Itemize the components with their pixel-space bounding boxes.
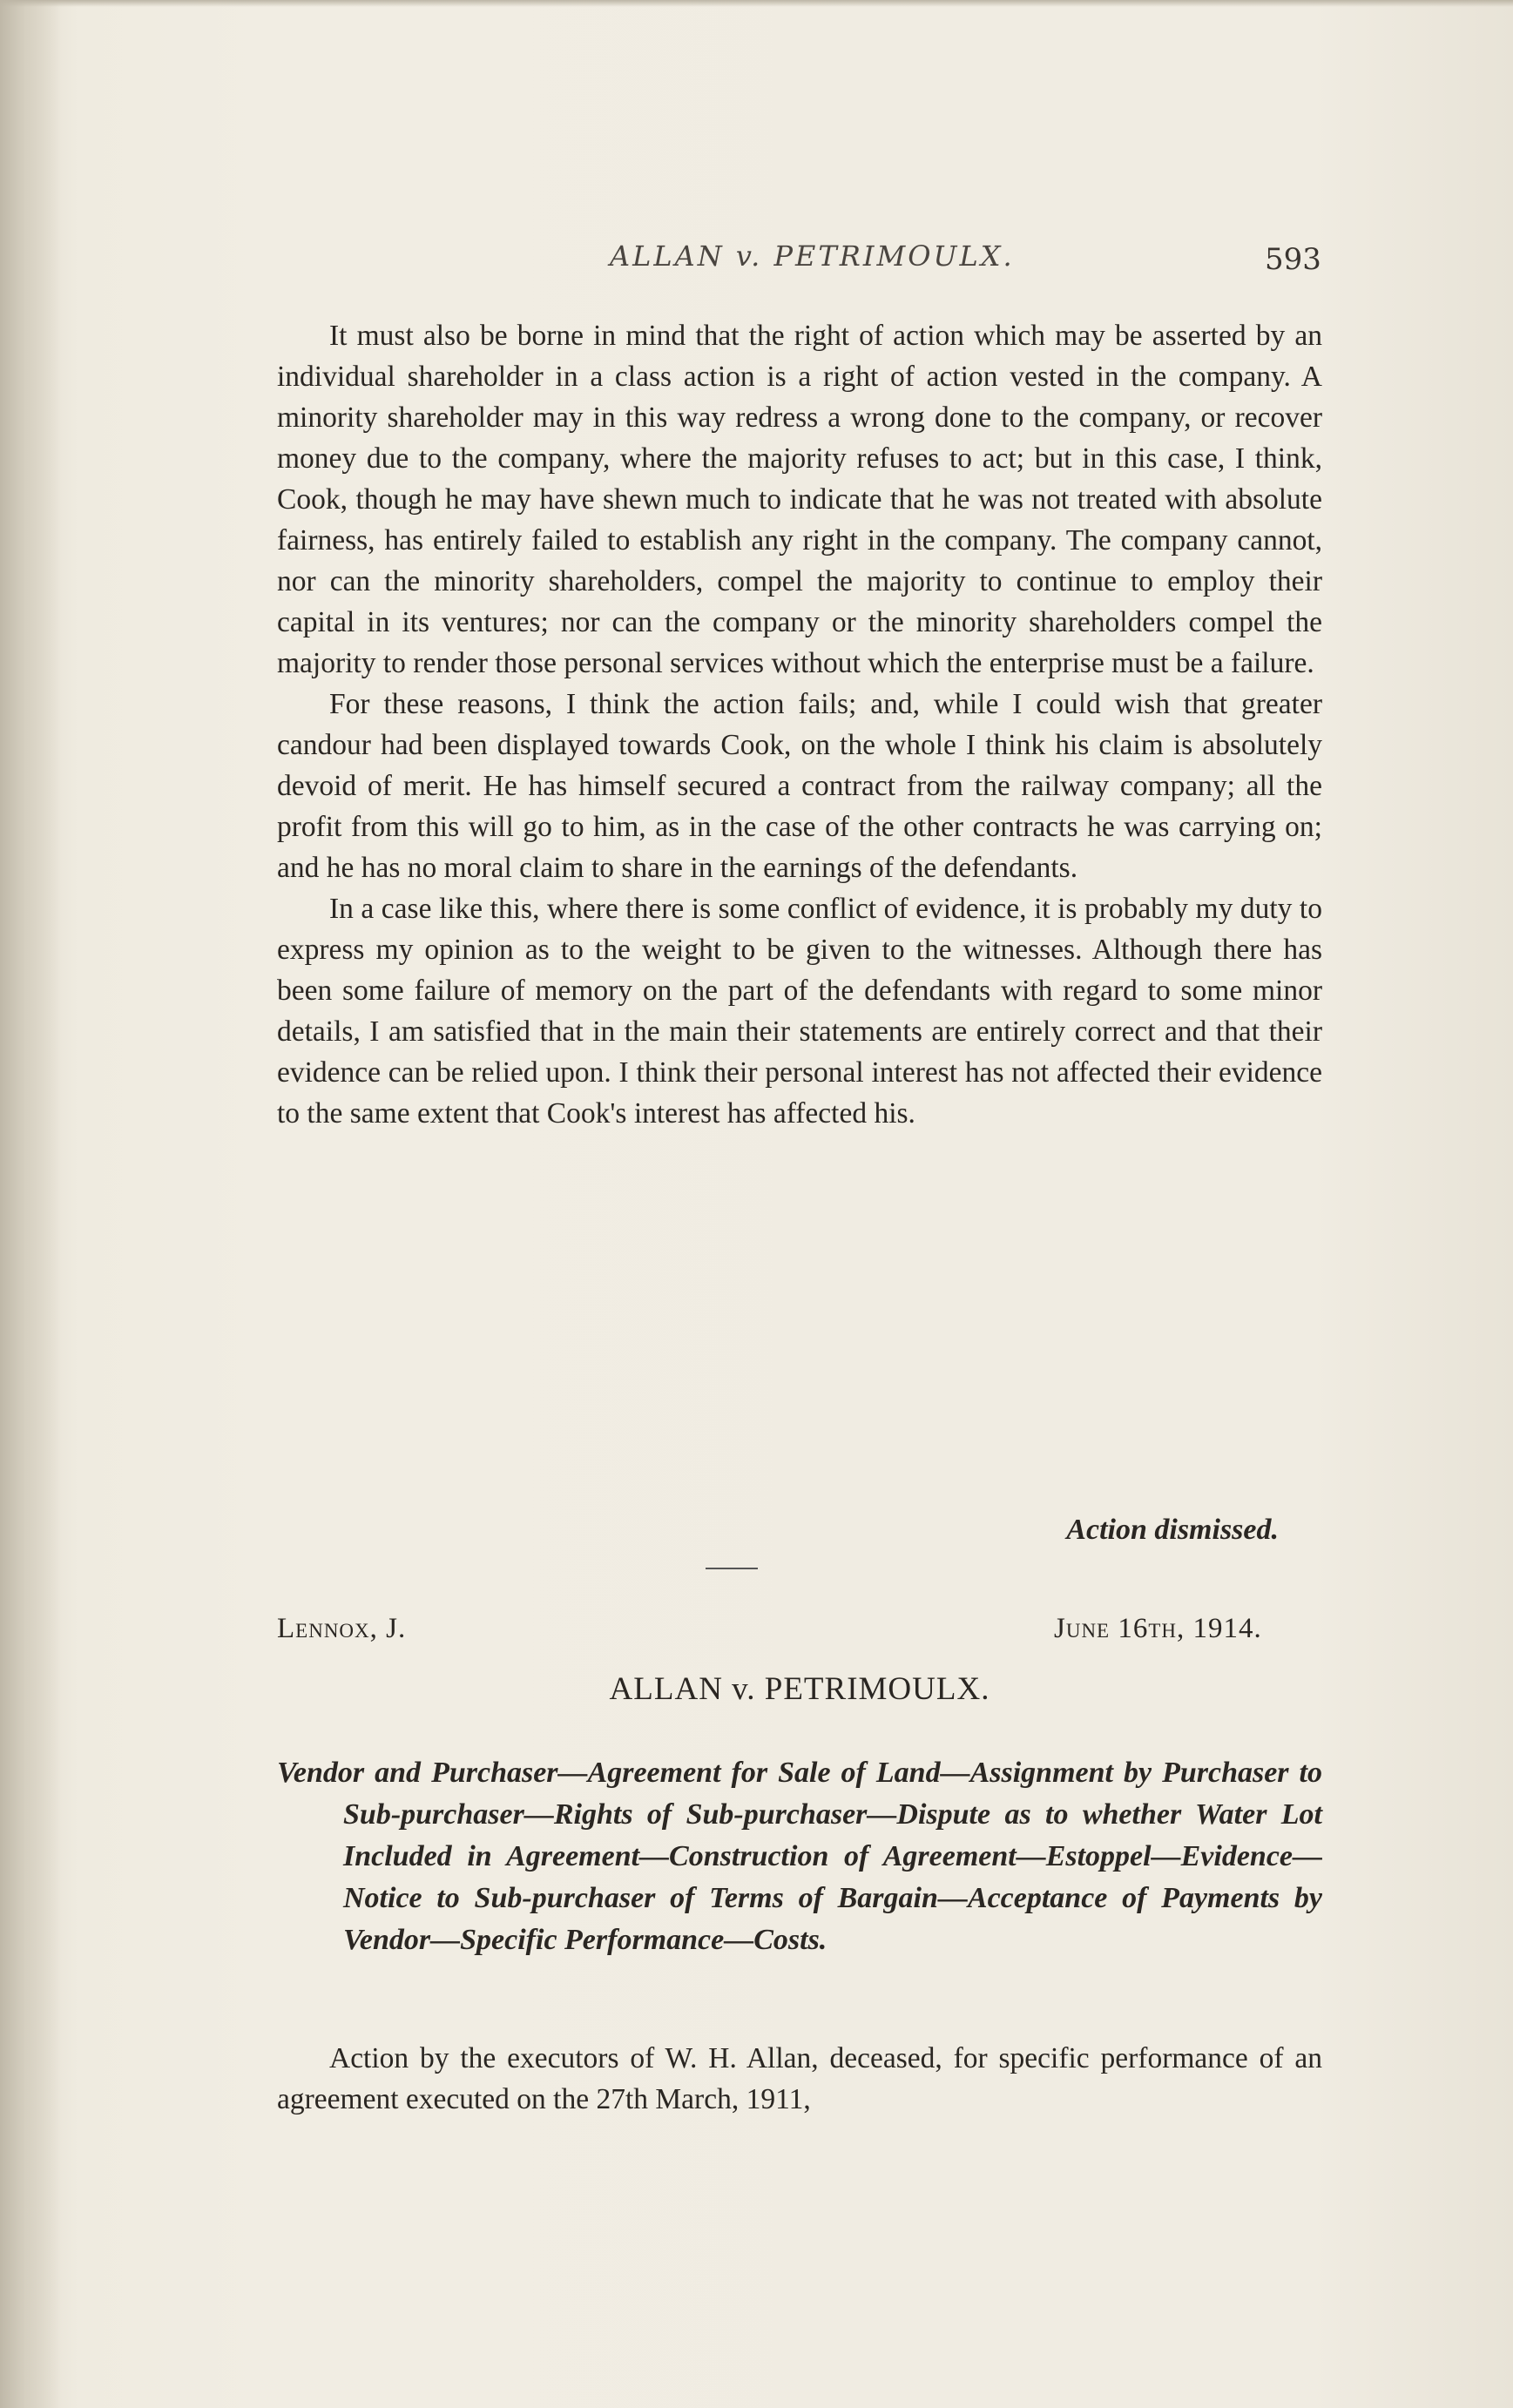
headnote: Vendor and Purchaser—Agreement for Sale of Land—Assignment by Purchaser to Sub-purchaser—Rights of Sub-purchaser—Dispute as to whether Water Lot Included in Agreement—Construction of Agreement—Estoppel—Evidence—Notice to Sub-purchaser of Terms of Bargain—Acceptance of Payments by Vendor—Specific Performance—Costs. [277, 1757, 1322, 1956]
judgment-date: June 16th, 1914. [1054, 1613, 1262, 1644]
section-divider [706, 1568, 758, 1569]
opening-paragraph: Action by the executors of W. H. Allan, deceased, for specific performance of an agreement executed on the 27th March, 1911, [277, 2042, 1322, 2115]
paragraph-2: For these reasons, I think the action fails; and, while I could wish that greater candour had been displayed towards Cook, on the whole I think his claim is absolutely devoid of merit. He has himself secured a contract from the railway company; all the profit from this will go to him, as in the case of the other contracts he was carrying on; and he has no moral claim to share in the earnings of the defendants. [277, 688, 1322, 884]
case-opening [277, 2038, 1322, 2120]
page-number: 593 [1265, 242, 1321, 277]
paragraph-3: In a case like this, where there is some conflict of evidence, it is probably my duty to express my opinion as to the weight to be given to the witnesses. Although there has been some failure of memory on the part of the defendants with regard to some minor details, I am satisfied that in the main their statements are entirely correct and that their evidence can be relied upon. I think their personal interest has not affected their evidence to the same extent that Cook's interest has affected his. [277, 893, 1322, 1130]
page-top-edge [0, 0, 1513, 7]
disposition: Action dismissed. [1066, 1514, 1279, 1546]
running-head: ALLAN v. PETRIMOULX. [610, 239, 1015, 273]
judge-name: Lennox, J. [277, 1613, 407, 1644]
case-title: ALLAN v. PETRIMOULX. [609, 1671, 990, 1707]
book-spine-shadow [0, 0, 61, 2408]
judgment-body [277, 315, 1322, 1134]
paragraph-1: It must also be borne in mind that the right of action which may be asserted by an individual shareholder in a class action is a right of action vested in the company. A minority shareholder may in this way redress a wrong done to the company, or recover money due to the company, where the majority refuses to act; but in this case, I think, Cook, though he may have shewn much to indicate that he was not treated with absolute fairness, has entirely failed to establish any right in the company. The company cannot, nor can the minority shareholders, compel the majority to continue to employ their capital in its ventures; nor can the company or the minority shareholders compel the majority to render those personal services without which the enterprise must be a failure. [277, 320, 1322, 679]
